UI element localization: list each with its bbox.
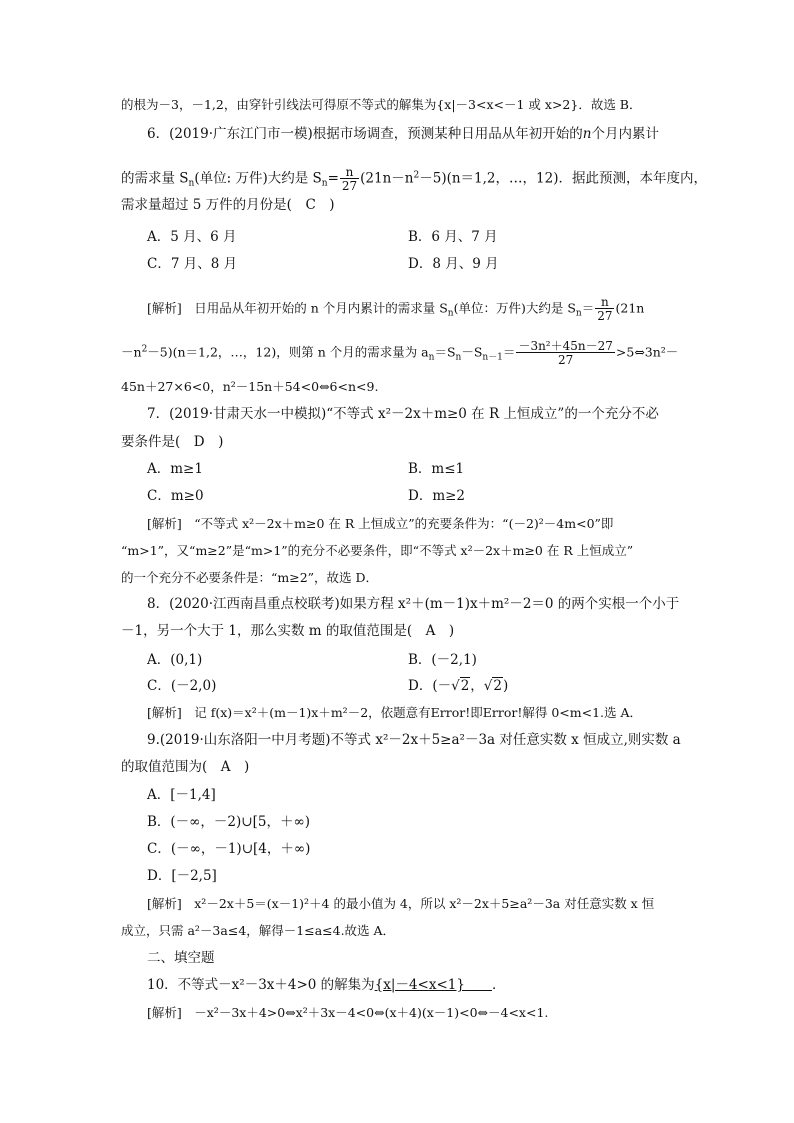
question-7-stem: 7．(2019·甘肃天水一中模拟)“不等式 x²－2x＋m≥0 在 R 上恒成立”的一个充分不必 bbox=[147, 406, 659, 422]
solution-7-line-1: [解析] “不等式 x²－2x＋m≥0 在 R 上恒成立”的充要条件为：“(－2)²－4m<0”即 bbox=[147, 516, 614, 531]
answer-blank: {x|－4<x<1} bbox=[374, 977, 465, 993]
solution-7-line-3: 的一个充分不必要条件是：“m≥2”，故选 D． bbox=[121, 570, 379, 585]
option-a: A．m≥1 bbox=[147, 461, 203, 477]
option-c: C．7 月、8 月 bbox=[147, 256, 238, 272]
solution-6-line-1: [解析] 日用品从年初开始的 n 个月内累计的需求量 $S_n$(单位：万件)大约是 $S_n=$ $\frac{n}{27}$ (21n bbox=[147, 295, 645, 323]
solution-9-line-2: 成立，只需 a²－3a≤4，解得－1≤a≤4.故选 A． bbox=[121, 923, 396, 938]
question-6-stem: 6．(2019·广东江门市一模)根据市场调查，预测某种日用品从年初开始的n个月内累计 bbox=[147, 126, 659, 142]
question-7-stem-end: 要条件是( D ) bbox=[121, 434, 224, 450]
option-c: C．m≥0 bbox=[147, 488, 204, 504]
question-10-stem: 10．不等式－x²－3x＋4>0 的解集为{x|－4<x<1} ． bbox=[147, 977, 506, 993]
question-6-formula-line: 的需求量 $S_n$(单位: 万件)大约是 $S_n=$ $\frac{n}{27}$ $(21n-n^2-5)(n=1,2$，…，12)．据此预测，本年度内， bbox=[121, 165, 707, 193]
option-b: B．6 月、7 月 bbox=[408, 229, 498, 245]
question-9-stem: 9.(2019·山东洛阳一中月考题)不等式 x²－2x＋5≥a²－3a 对任意实数 x 恒成立,则实数 a bbox=[147, 732, 681, 748]
option-c: C．(－∞，－1)∪[4，＋∞) bbox=[147, 841, 311, 857]
option-b: B．m≤1 bbox=[408, 461, 465, 477]
solution-9-line-1: [解析] x²－2x＋5＝(x－1)²＋4 的最小值为 4，所以 x²－2x＋5≥a²－3a 对任意实数 x 恒 bbox=[147, 896, 655, 911]
fraction: $\frac{n}{27}$ bbox=[341, 165, 358, 193]
question-8-stem-end: －1，另一个大于 1，那么实数 m 的取值范围是( A ) bbox=[121, 623, 455, 639]
option-a: A．5 月、6 月 bbox=[147, 229, 237, 245]
section-heading: 二、填空题 bbox=[147, 950, 215, 966]
solution-6-line-2: $-n^2-5)(n=1,2$，…，12)，则第 n 个月的需求量为 $a_n=S_n-S_{n-1}=$ $\frac{\text{－3n²＋45n－27}}{27}$ >5⇔3n²－ bbox=[121, 339, 679, 367]
option-b: B．(－∞，－2)∪[5，＋∞) bbox=[147, 814, 310, 830]
option-a: A．[－1,4] bbox=[147, 787, 216, 803]
solution-7-line-2: “m>1”，又“m≥2”是“m>1”的充分不必要条件，即“不等式 x²－2x＋m≥0 在 R 上恒成立” bbox=[121, 543, 634, 558]
fraction: $\frac{\text{－3n²＋45n－27}}{27}$ bbox=[518, 339, 613, 367]
option-d: D．m≥2 bbox=[408, 488, 466, 504]
question-9-stem-end: 的取值范围为( A ) bbox=[121, 759, 250, 775]
option-a: A．(0,1) bbox=[147, 652, 203, 668]
option-b: B．(－2,1) bbox=[408, 652, 477, 668]
solution-10-line-1: [解析] －x²－3x＋4>0⇔x²＋3x－4<0⇔(x＋4)(x－1)<0⇔－4<x<1. bbox=[147, 1005, 549, 1020]
option-c: C．(－2,0) bbox=[147, 678, 217, 694]
question-8-stem: 8．(2020·江西南昌重点校联考)如果方程 x²＋(m－1)x＋m²－2＝0 的两个实根一个小于 bbox=[147, 596, 680, 612]
fraction: $\frac{n}{27}$ bbox=[597, 295, 613, 323]
option-d: D．(－√2，√2) bbox=[408, 678, 509, 694]
option-d: D．[－2,5] bbox=[147, 868, 217, 884]
solution-6-line-3: 45n＋27×6<0，n²－15n＋54<0⇔6<n<9. bbox=[121, 379, 379, 394]
option-d: D．8 月、9 月 bbox=[408, 256, 499, 272]
question-6-stem-end: 需求量超过 5 万件的月份是( C ) bbox=[121, 197, 335, 213]
text-line: 的根为－3，－1,2，由穿针引线法可得原不等式的解集为{x|－3<x<－1 或 x>2}．故选 B． bbox=[121, 97, 642, 112]
solution-8-line-1: [解析] 记 f(x)＝x²＋(m－1)x＋m²－2，依题意有Error!即Error!解得 0<m<1.选 A． bbox=[147, 705, 642, 720]
